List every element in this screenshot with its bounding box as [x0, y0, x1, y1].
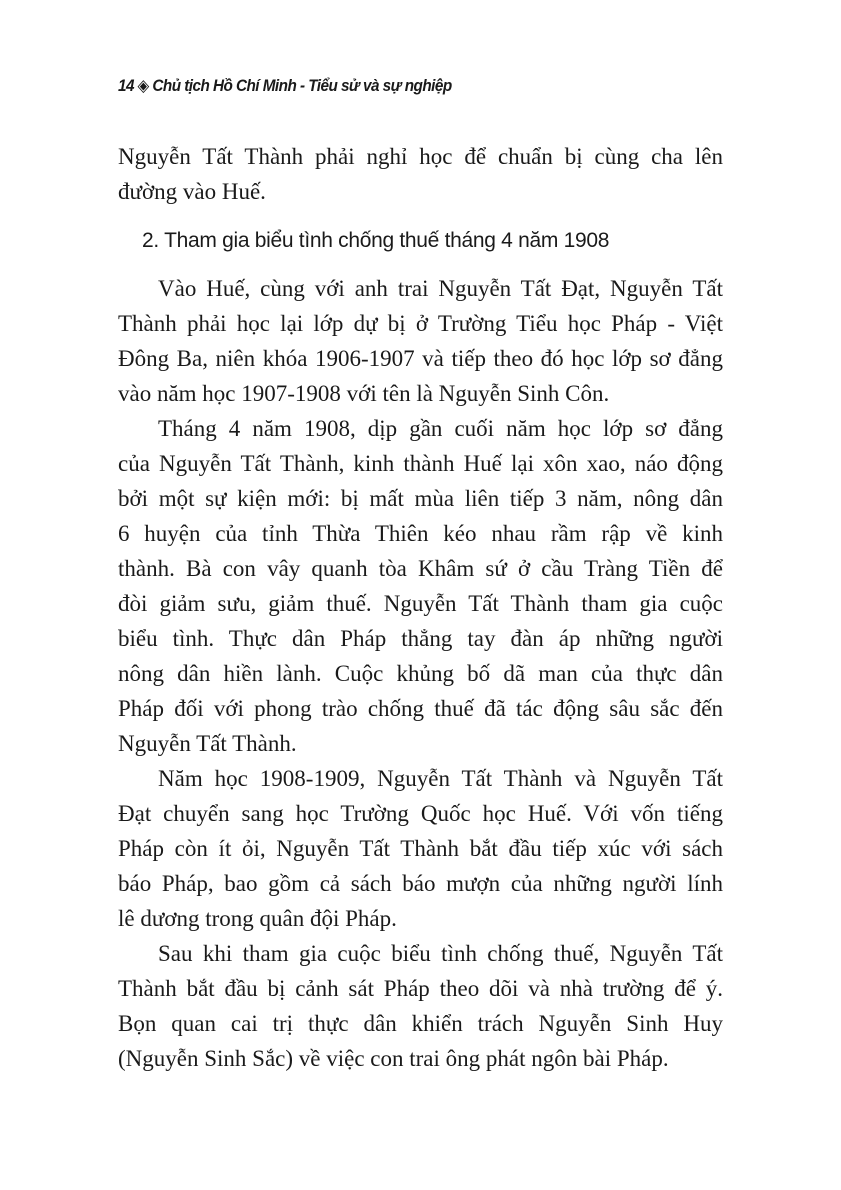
text-line: lê dương trong quân đội Pháp. [118, 906, 397, 931]
running-header [118, 76, 452, 96]
text-line: biểu tình. Thực dân Pháp thẳng tay đàn áp những người [118, 626, 723, 651]
text-line: của Nguyễn Tất Thành, kinh thành Huế lại xôn xao, náo động [118, 451, 723, 476]
text-line: Bọn quan cai trị thực dân khiển trách Nguyễn Sinh Huy [118, 1011, 723, 1036]
text-line: nông dân hiền lành. Cuộc khủng bố dã man của thực dân [118, 661, 723, 686]
text-line: (Nguyễn Sinh Sắc) về việc con trai ông phát ngôn bài Pháp. [118, 1046, 669, 1071]
text-line: Đông Ba, niên khóa 1906-1907 và tiếp theo đó học lớp sơ đẳng [118, 346, 723, 371]
page-number: 14 [118, 76, 134, 95]
text-line: Thành bắt đầu bị cảnh sát Pháp theo dõi và nhà trường để ý. [118, 976, 723, 1001]
diamond-icon: ◈ [137, 76, 149, 95]
book-title: Chủ tịch Hồ Chí Minh - Tiểu sử và sự nghiệp [152, 76, 452, 95]
text-line: Tháng 4 năm 1908, dịp gần cuối năm học lớp sơ đẳng [158, 416, 723, 441]
text-line: thành. Bà con vây quanh tòa Khâm sứ ở cầu Tràng Tiền để [118, 556, 723, 581]
section-heading: 2. Tham gia biểu tình chống thuế tháng 4 năm 1908 [142, 229, 610, 252]
text-line: báo Pháp, bao gồm cả sách báo mượn của những người lính [118, 871, 723, 896]
text-line: Năm học 1908-1909, Nguyễn Tất Thành và Nguyễn Tất [158, 766, 723, 791]
text-line: Pháp còn ít ỏi, Nguyễn Tất Thành bắt đầu tiếp xúc với sách [118, 836, 723, 861]
text-line: Đạt chuyển sang học Trường Quốc học Huế. Với vốn tiếng [118, 801, 723, 826]
text-line: đường vào Huế. [118, 179, 266, 204]
text-line: đòi giảm sưu, giảm thuế. Nguyễn Tất Thành tham gia cuộc [118, 591, 723, 616]
text-line: Vào Huế, cùng với anh trai Nguyễn Tất Đạt, Nguyễn Tất [158, 276, 723, 301]
text-line: Nguyễn Tất Thành phải nghỉ học để chuẩn bị cùng cha lên [118, 144, 723, 169]
text-line: 6 huyện của tỉnh Thừa Thiên kéo nhau rầm rập về kinh [118, 521, 723, 546]
text-line: Nguyễn Tất Thành. [118, 731, 297, 756]
text-line: vào năm học 1907-1908 với tên là Nguyễn Sinh Côn. [118, 381, 610, 406]
text-line: Pháp đối với phong trào chống thuế đã tác động sâu sắc đến [118, 696, 723, 721]
text-line: Thành phải học lại lớp dự bị ở Trường Tiểu học Pháp - Việt [118, 311, 723, 336]
text-line: bởi một sự kiện mới: bị mất mùa liên tiếp 3 năm, nông dân [118, 486, 723, 511]
text-line: Sau khi tham gia cuộc biểu tình chống thuế, Nguyễn Tất [158, 941, 723, 966]
